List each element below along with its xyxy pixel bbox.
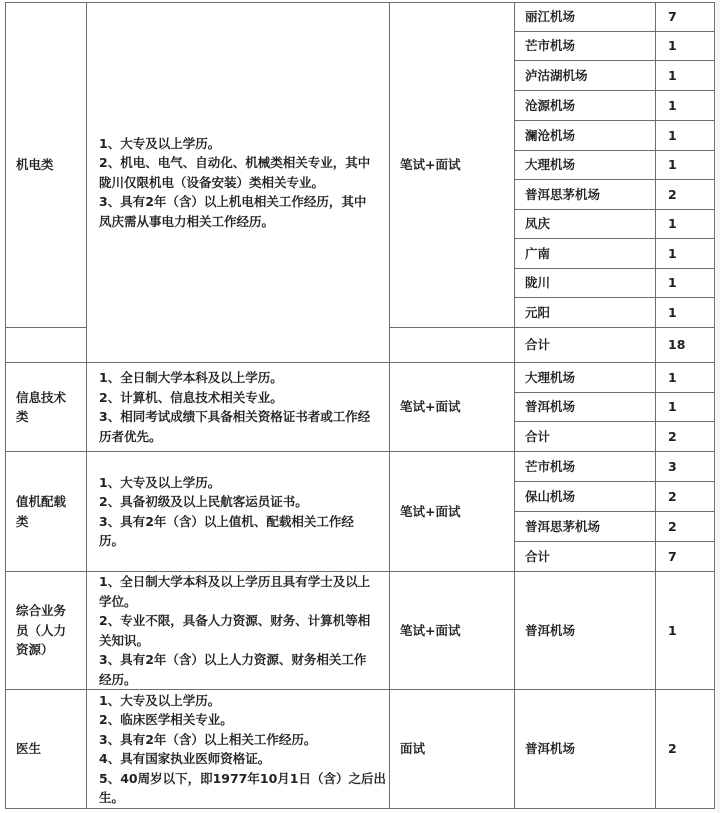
count-cell — [655, 150, 715, 180]
headcount: 1 — [668, 67, 677, 83]
location-name: 大理机场 — [525, 369, 576, 385]
exam-method: 笔试+面试 — [400, 503, 461, 519]
headcount: 1 — [668, 622, 677, 638]
location-name: 普洱机场 — [525, 622, 576, 638]
total-label: 合计 — [525, 548, 551, 564]
exam-method: 笔试+面试 — [400, 157, 461, 173]
requirements-text: 1、大专及以上学历。 2、具备初级及以上民航客运员证书。 3、具有2年（含）以上值机、配载相关工作经 历。 — [99, 474, 354, 548]
exam-method-cell — [389, 451, 515, 572]
total-count: 7 — [668, 548, 677, 564]
headcount: 1 — [668, 369, 677, 385]
location-name: 普洱机场 — [525, 399, 576, 415]
count-cell — [655, 481, 715, 512]
location-name: 澜沧机场 — [525, 127, 576, 143]
headcount: 1 — [668, 245, 677, 261]
category-label: 信息技术 类 — [16, 389, 67, 424]
location-cell — [514, 209, 656, 239]
headcount: 1 — [668, 127, 677, 143]
location-cell — [514, 481, 656, 512]
requirements-cell — [86, 689, 390, 809]
headcount: 2 — [668, 518, 677, 534]
location-cell — [514, 150, 656, 180]
requirements-cell — [86, 451, 390, 572]
total-label: 合计 — [525, 428, 551, 444]
location-name: 芒市机场 — [525, 458, 576, 474]
exam-method: 面试 — [400, 741, 426, 757]
headcount: 1 — [668, 157, 677, 173]
location-cell — [514, 60, 656, 91]
location-name: 凤庆 — [525, 216, 551, 232]
total-count: 18 — [668, 337, 686, 353]
count-cell — [655, 60, 715, 91]
location-cell — [514, 238, 656, 269]
location-name: 大理机场 — [525, 157, 576, 173]
headcount: 1 — [668, 216, 677, 232]
location-name: 陇川 — [525, 275, 551, 291]
category-empty-cell — [5, 327, 87, 363]
category-label: 医生 — [16, 741, 42, 757]
total-label-cell — [514, 541, 656, 572]
total-count: 2 — [668, 428, 677, 444]
exam-empty-cell — [389, 327, 515, 363]
location-cell — [514, 689, 656, 809]
count-cell — [655, 209, 715, 239]
category-cell — [5, 451, 87, 572]
category-cell — [5, 689, 87, 809]
count-cell — [655, 362, 715, 393]
headcount: 1 — [668, 38, 677, 54]
count-cell — [655, 297, 715, 328]
headcount: 7 — [668, 9, 677, 25]
location-cell — [514, 268, 656, 298]
location-name: 普洱机场 — [525, 741, 576, 757]
requirements-cell — [86, 571, 390, 690]
exam-method-cell — [389, 689, 515, 809]
requirements-cell — [86, 2, 390, 363]
location-name: 广南 — [525, 245, 551, 261]
count-cell — [655, 392, 715, 422]
count-cell — [655, 2, 715, 32]
count-cell — [655, 90, 715, 121]
total-count-cell — [655, 541, 715, 572]
total-label-cell — [514, 421, 656, 452]
headcount: 1 — [668, 275, 677, 291]
count-cell — [655, 31, 715, 61]
total-label-cell — [514, 327, 656, 363]
requirements-cell — [86, 362, 390, 452]
total-label: 合计 — [525, 337, 551, 353]
page-edge — [716, 0, 720, 813]
location-cell — [514, 90, 656, 121]
count-cell — [655, 179, 715, 210]
location-cell — [514, 392, 656, 422]
count-cell — [655, 120, 715, 151]
headcount: 3 — [668, 458, 677, 474]
headcount: 1 — [668, 399, 677, 415]
count-cell — [655, 451, 715, 482]
location-name: 普洱思茅机场 — [525, 518, 601, 534]
location-name: 丽江机场 — [525, 9, 576, 25]
category-cell — [5, 2, 87, 328]
category-label: 值机配载 类 — [16, 494, 67, 529]
location-name: 芒市机场 — [525, 38, 576, 54]
headcount: 2 — [668, 488, 677, 504]
count-cell — [655, 268, 715, 298]
count-cell — [655, 511, 715, 542]
requirements-text: 1、大专及以上学历。 2、临床医学相关专业。 3、具有2年（含）以上相关工作经历。 4、具有国家执业医师资格证。 5、40周岁以下，即1977年10月1日（含）之后出 生。 — [99, 692, 386, 805]
location-name: 沧源机场 — [525, 97, 576, 113]
headcount: 2 — [668, 186, 677, 202]
exam-method-cell — [389, 2, 515, 328]
location-name: 元阳 — [525, 304, 551, 320]
location-cell — [514, 179, 656, 210]
location-name: 普洱思茅机场 — [525, 186, 601, 202]
location-cell — [514, 451, 656, 482]
location-cell — [514, 2, 656, 32]
location-cell — [514, 362, 656, 393]
location-name: 保山机场 — [525, 488, 576, 504]
location-name: 泸沽湖机场 — [525, 67, 588, 83]
exam-method: 笔试+面试 — [400, 399, 461, 415]
count-cell — [655, 689, 715, 809]
exam-method: 笔试+面试 — [400, 622, 461, 638]
total-count-cell — [655, 327, 715, 363]
headcount: 1 — [668, 304, 677, 320]
headcount: 2 — [668, 741, 677, 757]
location-cell — [514, 120, 656, 151]
location-cell — [514, 571, 656, 690]
category-label: 综合业务 员（人力 资源） — [16, 603, 67, 658]
requirements-text: 1、全日制大学本科及以上学历且具有学士及以上 学位。 2、专业不限，具备人力资源、财务、计算机等相 关知识。 3、具有2年（含）以上人力资源、财务相关工作 经历。 — [99, 574, 371, 687]
headcount: 1 — [668, 97, 677, 113]
location-cell — [514, 511, 656, 542]
category-cell — [5, 362, 87, 452]
category-label: 机电类 — [16, 157, 54, 173]
exam-method-cell — [389, 571, 515, 690]
requirements-text: 1、全日制大学本科及以上学历。 2、计算机、信息技术相关专业。 3、相同考试成绩下具备相关资格证书者或工作经 历者优先。 — [99, 370, 371, 444]
location-cell — [514, 31, 656, 61]
exam-method-cell — [389, 362, 515, 452]
category-cell — [5, 571, 87, 690]
count-cell — [655, 571, 715, 690]
location-cell — [514, 297, 656, 328]
requirements-text: 1、大专及以上学历。 2、机电、电气、自动化、机械类相关专业，其中 陇川仅限机电（设备安装）类相关专业。 3、具有2年（含）以上机电相关工作经历，其中 凤庆需从事电力相关工作经历。 — [99, 135, 371, 229]
count-cell — [655, 238, 715, 269]
total-count-cell — [655, 421, 715, 452]
